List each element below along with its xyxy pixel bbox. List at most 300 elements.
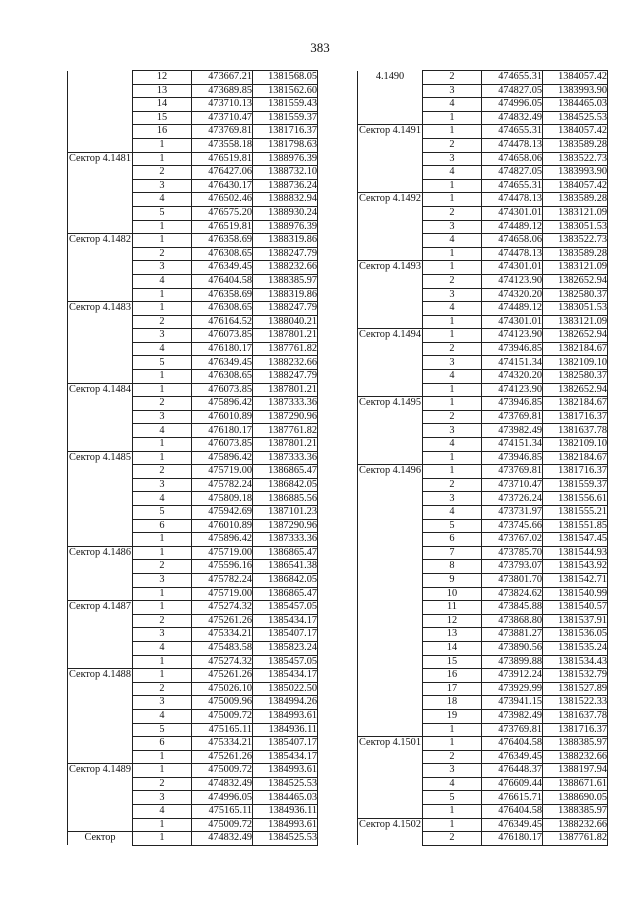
x-coordinate: 473982.49 [482, 709, 543, 723]
x-coordinate: 474123.90 [482, 274, 543, 288]
point-number: 5 [133, 206, 192, 220]
point-number: 3 [133, 329, 192, 343]
x-coordinate: 474151.34 [482, 438, 543, 452]
x-coordinate: 475165.11 [192, 805, 253, 819]
point-number: 15 [423, 655, 482, 669]
y-coordinate: 1381551.85 [543, 519, 608, 533]
point-number: 4 [133, 641, 192, 655]
y-coordinate: 1382580.37 [543, 370, 608, 384]
x-coordinate: 473946.85 [482, 342, 543, 356]
y-coordinate: 1382580.37 [543, 288, 608, 302]
point-number: 6 [133, 519, 192, 533]
y-coordinate: 1388232.66 [253, 261, 318, 275]
y-coordinate: 1385434.17 [253, 614, 318, 628]
x-coordinate: 476349.45 [482, 750, 543, 764]
point-number: 1 [133, 818, 192, 832]
y-coordinate: 1382109.10 [543, 356, 608, 370]
x-coordinate: 474489.12 [482, 220, 543, 234]
y-coordinate: 1388385.97 [543, 805, 608, 819]
y-coordinate: 1382652.94 [543, 274, 608, 288]
point-number: 1 [133, 655, 192, 669]
x-coordinate: 476164.52 [192, 315, 253, 329]
x-coordinate: 475165.11 [192, 723, 253, 737]
point-number: 3 [133, 573, 192, 587]
y-coordinate: 1387801.21 [253, 383, 318, 397]
table-row [68, 71, 318, 85]
table-row [358, 465, 608, 479]
y-coordinate: 1388319.86 [253, 234, 318, 248]
point-number: 1 [133, 832, 192, 846]
point-number: 3 [133, 791, 192, 805]
point-number: 4 [423, 166, 482, 180]
x-coordinate: 475261.26 [192, 614, 253, 628]
x-coordinate: 474655.31 [482, 125, 543, 139]
x-coordinate: 476180.17 [192, 424, 253, 438]
x-coordinate: 473845.88 [482, 601, 543, 615]
y-coordinate: 1381556.61 [543, 492, 608, 506]
x-coordinate: 474489.12 [482, 302, 543, 316]
x-coordinate: 474478.13 [482, 138, 543, 152]
y-coordinate: 1382184.67 [543, 342, 608, 356]
y-coordinate: 1388690.05 [543, 791, 608, 805]
point-number: 1 [133, 533, 192, 547]
y-coordinate: 1385434.17 [253, 750, 318, 764]
y-coordinate: 1384993.61 [253, 709, 318, 723]
point-number: 1 [423, 329, 482, 343]
y-coordinate: 1383993.90 [543, 84, 608, 98]
x-coordinate: 475896.42 [192, 533, 253, 547]
y-coordinate: 1381637.78 [543, 709, 608, 723]
y-coordinate: 1381540.99 [543, 587, 608, 601]
y-coordinate: 1383589.28 [543, 193, 608, 207]
x-coordinate: 473667.21 [192, 71, 253, 85]
x-coordinate: 475719.00 [192, 546, 253, 560]
point-number: 1 [423, 111, 482, 125]
point-number: 14 [423, 641, 482, 655]
point-number: 3 [133, 478, 192, 492]
sector-label: Сектор 4.1495 [358, 397, 423, 465]
table-row [358, 261, 608, 275]
y-coordinate: 1384993.61 [253, 818, 318, 832]
x-coordinate: 473769.81 [482, 410, 543, 424]
y-coordinate: 1388197.94 [543, 764, 608, 778]
y-coordinate: 1381544.93 [543, 546, 608, 560]
x-coordinate: 473769.81 [482, 465, 543, 479]
point-number: 1 [133, 546, 192, 560]
point-number: 1 [133, 138, 192, 152]
point-number: 1 [133, 750, 192, 764]
x-coordinate: 475261.26 [192, 750, 253, 764]
y-coordinate: 1381542.71 [543, 573, 608, 587]
point-number: 11 [423, 601, 482, 615]
y-coordinate: 1382109.10 [543, 438, 608, 452]
y-coordinate: 1383522.73 [543, 152, 608, 166]
x-coordinate: 476448.37 [482, 764, 543, 778]
point-number: 3 [423, 220, 482, 234]
point-number: 2 [133, 465, 192, 479]
y-coordinate: 1387801.21 [253, 438, 318, 452]
x-coordinate: 476349.45 [192, 261, 253, 275]
x-coordinate: 473941.15 [482, 696, 543, 710]
y-coordinate: 1384057.42 [543, 179, 608, 193]
y-coordinate: 1386842.05 [253, 478, 318, 492]
y-coordinate: 1383121.09 [543, 261, 608, 275]
point-number: 3 [133, 179, 192, 193]
x-coordinate: 476430.17 [192, 179, 253, 193]
table-row [68, 302, 318, 316]
table-row [358, 329, 608, 343]
point-number: 2 [133, 682, 192, 696]
x-coordinate: 473710.13 [192, 98, 253, 112]
y-coordinate: 1383993.90 [543, 166, 608, 180]
x-coordinate: 473785.70 [482, 546, 543, 560]
x-coordinate: 473946.85 [482, 451, 543, 465]
sector-label: Сектор 4.1482 [68, 234, 133, 302]
x-coordinate: 473710.47 [192, 111, 253, 125]
point-number: 17 [423, 682, 482, 696]
x-coordinate: 474996.05 [482, 98, 543, 112]
x-coordinate: 476404.58 [482, 737, 543, 751]
y-coordinate: 1381716.37 [543, 410, 608, 424]
table-row [358, 193, 608, 207]
x-coordinate: 476308.65 [192, 302, 253, 316]
point-number: 3 [423, 424, 482, 438]
y-coordinate: 1381532.79 [543, 669, 608, 683]
table-row [358, 737, 608, 751]
point-number: 1 [133, 152, 192, 166]
x-coordinate: 474301.01 [482, 315, 543, 329]
sector-label: Сектор 4.1481 [68, 152, 133, 234]
x-coordinate: 476073.85 [192, 329, 253, 343]
x-coordinate: 473868.80 [482, 614, 543, 628]
point-number: 1 [423, 451, 482, 465]
x-coordinate: 475274.32 [192, 601, 253, 615]
sector-label: 4.1490 [358, 71, 423, 125]
y-coordinate: 1381562.60 [253, 84, 318, 98]
x-coordinate: 476180.17 [192, 342, 253, 356]
x-coordinate: 473769.81 [482, 723, 543, 737]
x-coordinate: 474655.31 [482, 71, 543, 85]
point-number: 8 [423, 560, 482, 574]
table-row [358, 71, 608, 85]
point-number: 3 [423, 84, 482, 98]
point-number: 1 [133, 438, 192, 452]
point-number: 1 [423, 315, 482, 329]
point-number: 1 [133, 302, 192, 316]
point-number: 1 [423, 723, 482, 737]
point-number: 1 [133, 383, 192, 397]
point-number: 2 [423, 478, 482, 492]
x-coordinate: 474301.01 [482, 206, 543, 220]
point-number: 12 [133, 71, 192, 85]
y-coordinate: 1387333.36 [253, 397, 318, 411]
point-number: 4 [133, 193, 192, 207]
point-number: 1 [423, 125, 482, 139]
point-number: 2 [133, 614, 192, 628]
y-coordinate: 1388930.24 [253, 206, 318, 220]
y-coordinate: 1386865.47 [253, 546, 318, 560]
y-coordinate: 1388832.94 [253, 193, 318, 207]
point-number: 2 [423, 138, 482, 152]
table-row [68, 601, 318, 615]
point-number: 19 [423, 709, 482, 723]
y-coordinate: 1384465.03 [543, 98, 608, 112]
point-number: 4 [423, 98, 482, 112]
x-coordinate: 476073.85 [192, 383, 253, 397]
y-coordinate: 1386885.56 [253, 492, 318, 506]
y-coordinate: 1383121.09 [543, 315, 608, 329]
x-coordinate: 474832.49 [192, 832, 253, 846]
x-coordinate: 475009.72 [192, 764, 253, 778]
point-number: 3 [423, 356, 482, 370]
x-coordinate: 473946.85 [482, 397, 543, 411]
point-number: 3 [133, 261, 192, 275]
table-row [68, 669, 318, 683]
y-coordinate: 1387101.23 [253, 506, 318, 520]
y-coordinate: 1381522.33 [543, 696, 608, 710]
x-coordinate: 473731.97 [482, 506, 543, 520]
x-coordinate: 473881.27 [482, 628, 543, 642]
x-coordinate: 473890.56 [482, 641, 543, 655]
x-coordinate: 474320.20 [482, 370, 543, 384]
point-number: 16 [423, 669, 482, 683]
point-number: 1 [133, 669, 192, 683]
x-coordinate: 475334.21 [192, 628, 253, 642]
point-number: 4 [133, 709, 192, 723]
left-coordinates-table [67, 70, 318, 846]
y-coordinate: 1381798.63 [253, 138, 318, 152]
point-number: 1 [423, 383, 482, 397]
y-coordinate: 1387333.36 [253, 451, 318, 465]
y-coordinate: 1388976.39 [253, 152, 318, 166]
x-coordinate: 476502.46 [192, 193, 253, 207]
point-number: 16 [133, 125, 192, 139]
sector-label: Сектор 4.1501 [358, 737, 423, 819]
y-coordinate: 1388385.97 [543, 737, 608, 751]
y-coordinate: 1387801.21 [253, 329, 318, 343]
point-number: 1 [133, 220, 192, 234]
point-number: 2 [133, 315, 192, 329]
y-coordinate: 1381568.05 [253, 71, 318, 85]
x-coordinate: 475596.16 [192, 560, 253, 574]
y-coordinate: 1381555.21 [543, 506, 608, 520]
point-number: 1 [133, 601, 192, 615]
point-number: 2 [133, 777, 192, 791]
y-coordinate: 1387290.96 [253, 410, 318, 424]
point-number: 12 [423, 614, 482, 628]
page-number: 383 [310, 40, 330, 55]
point-number: 1 [423, 193, 482, 207]
x-coordinate: 473745.66 [482, 519, 543, 533]
y-coordinate: 1386865.47 [253, 465, 318, 479]
y-coordinate: 1381547.45 [543, 533, 608, 547]
point-number: 4 [423, 438, 482, 452]
y-coordinate: 1384936.11 [253, 723, 318, 737]
y-coordinate: 1384057.42 [543, 71, 608, 85]
point-number: 1 [423, 247, 482, 261]
x-coordinate: 475782.24 [192, 478, 253, 492]
x-coordinate: 476615.71 [482, 791, 543, 805]
sector-label: Сектор [68, 832, 133, 846]
x-coordinate: 476308.65 [192, 247, 253, 261]
table-row [358, 818, 608, 832]
x-coordinate: 474996.05 [192, 791, 253, 805]
point-number: 2 [133, 397, 192, 411]
y-coordinate: 1387290.96 [253, 519, 318, 533]
x-coordinate: 476575.20 [192, 206, 253, 220]
y-coordinate: 1385457.05 [253, 601, 318, 615]
x-coordinate: 475274.32 [192, 655, 253, 669]
y-coordinate: 1385407.17 [253, 628, 318, 642]
x-coordinate: 475261.26 [192, 669, 253, 683]
point-number: 1 [133, 288, 192, 302]
sector-label: Сектор 4.1484 [68, 383, 133, 451]
y-coordinate: 1384057.42 [543, 125, 608, 139]
x-coordinate: 474478.13 [482, 193, 543, 207]
point-number: 1 [133, 764, 192, 778]
x-coordinate: 474123.90 [482, 383, 543, 397]
point-number: 2 [423, 750, 482, 764]
y-coordinate: 1388247.79 [253, 302, 318, 316]
point-number: 13 [423, 628, 482, 642]
point-number: 3 [423, 492, 482, 506]
y-coordinate: 1382184.67 [543, 451, 608, 465]
y-coordinate: 1384994.26 [253, 696, 318, 710]
point-number: 2 [133, 560, 192, 574]
point-number: 5 [133, 356, 192, 370]
x-coordinate: 474478.13 [482, 247, 543, 261]
x-coordinate: 475009.72 [192, 818, 253, 832]
point-number: 2 [133, 247, 192, 261]
x-coordinate: 473929.99 [482, 682, 543, 696]
point-number: 5 [423, 791, 482, 805]
y-coordinate: 1387761.82 [253, 424, 318, 438]
x-coordinate: 474658.06 [482, 234, 543, 248]
x-coordinate: 475009.72 [192, 709, 253, 723]
y-coordinate: 1384525.53 [543, 111, 608, 125]
sector-label: Сектор 4.1496 [358, 465, 423, 737]
sector-label: Сектор 4.1485 [68, 451, 133, 546]
y-coordinate: 1381637.78 [543, 424, 608, 438]
y-coordinate: 1385823.24 [253, 641, 318, 655]
point-number: 4 [133, 342, 192, 356]
x-coordinate: 473726.24 [482, 492, 543, 506]
y-coordinate: 1381716.37 [543, 723, 608, 737]
point-number: 1 [423, 261, 482, 275]
table-row [68, 152, 318, 166]
y-coordinate: 1382652.94 [543, 329, 608, 343]
point-number: 1 [133, 234, 192, 248]
sector-label: Сектор 4.1493 [358, 261, 423, 329]
point-number: 5 [133, 723, 192, 737]
x-coordinate: 475719.00 [192, 587, 253, 601]
point-number: 7 [423, 546, 482, 560]
y-coordinate: 1387333.36 [253, 533, 318, 547]
y-coordinate: 1388732.10 [253, 166, 318, 180]
point-number: 3 [423, 764, 482, 778]
x-coordinate: 475782.24 [192, 573, 253, 587]
x-coordinate: 474301.01 [482, 261, 543, 275]
point-number: 18 [423, 696, 482, 710]
y-coordinate: 1384993.61 [253, 764, 318, 778]
y-coordinate: 1381543.92 [543, 560, 608, 574]
x-coordinate: 475009.96 [192, 696, 253, 710]
y-coordinate: 1388232.66 [253, 356, 318, 370]
x-coordinate: 476404.58 [482, 805, 543, 819]
x-coordinate: 473769.81 [192, 125, 253, 139]
y-coordinate: 1385022.50 [253, 682, 318, 696]
sector-label [68, 71, 133, 153]
point-number: 4 [133, 274, 192, 288]
x-coordinate: 476073.85 [192, 438, 253, 452]
x-coordinate: 475026.10 [192, 682, 253, 696]
table-row [68, 832, 318, 846]
x-coordinate: 474832.49 [482, 111, 543, 125]
y-coordinate: 1386842.05 [253, 573, 318, 587]
y-coordinate: 1381540.57 [543, 601, 608, 615]
point-number: 14 [133, 98, 192, 112]
y-coordinate: 1385407.17 [253, 737, 318, 751]
point-number: 10 [423, 587, 482, 601]
x-coordinate: 473793.07 [482, 560, 543, 574]
y-coordinate: 1388671.61 [543, 777, 608, 791]
x-coordinate: 473801.70 [482, 573, 543, 587]
x-coordinate: 473912.24 [482, 669, 543, 683]
y-coordinate: 1384936.11 [253, 805, 318, 819]
sector-label: Сектор 4.1486 [68, 546, 133, 600]
point-number: 15 [133, 111, 192, 125]
y-coordinate: 1383522.73 [543, 234, 608, 248]
sector-label: Сектор 4.1491 [358, 125, 423, 193]
x-coordinate: 476358.69 [192, 288, 253, 302]
x-coordinate: 473824.62 [482, 587, 543, 601]
point-number: 2 [423, 832, 482, 846]
point-number: 9 [423, 573, 482, 587]
table-row [68, 451, 318, 465]
point-number: 4 [133, 424, 192, 438]
point-number: 1 [423, 818, 482, 832]
x-coordinate: 476427.06 [192, 166, 253, 180]
sector-label: Сектор 4.1492 [358, 193, 423, 261]
point-number: 2 [423, 342, 482, 356]
sector-label: Сектор 4.1502 [358, 818, 423, 845]
table-row [358, 397, 608, 411]
y-coordinate: 1388319.86 [253, 288, 318, 302]
x-coordinate: 476349.45 [482, 818, 543, 832]
y-coordinate: 1382652.94 [543, 383, 608, 397]
point-number: 5 [133, 506, 192, 520]
y-coordinate: 1384525.53 [253, 777, 318, 791]
x-coordinate: 476349.45 [192, 356, 253, 370]
table-row [68, 234, 318, 248]
point-number: 1 [423, 465, 482, 479]
y-coordinate: 1385457.05 [253, 655, 318, 669]
x-coordinate: 473689.85 [192, 84, 253, 98]
x-coordinate: 476010.89 [192, 519, 253, 533]
y-coordinate: 1381559.37 [253, 111, 318, 125]
y-coordinate: 1384465.03 [253, 791, 318, 805]
y-coordinate: 1381716.37 [253, 125, 318, 139]
point-number: 3 [133, 410, 192, 424]
y-coordinate: 1386541.38 [253, 560, 318, 574]
point-number: 3 [133, 628, 192, 642]
y-coordinate: 1388976.39 [253, 220, 318, 234]
point-number: 1 [423, 179, 482, 193]
x-coordinate: 475483.58 [192, 641, 253, 655]
point-number: 1 [133, 451, 192, 465]
y-coordinate: 1381536.05 [543, 628, 608, 642]
sector-label: Сектор 4.1489 [68, 764, 133, 832]
